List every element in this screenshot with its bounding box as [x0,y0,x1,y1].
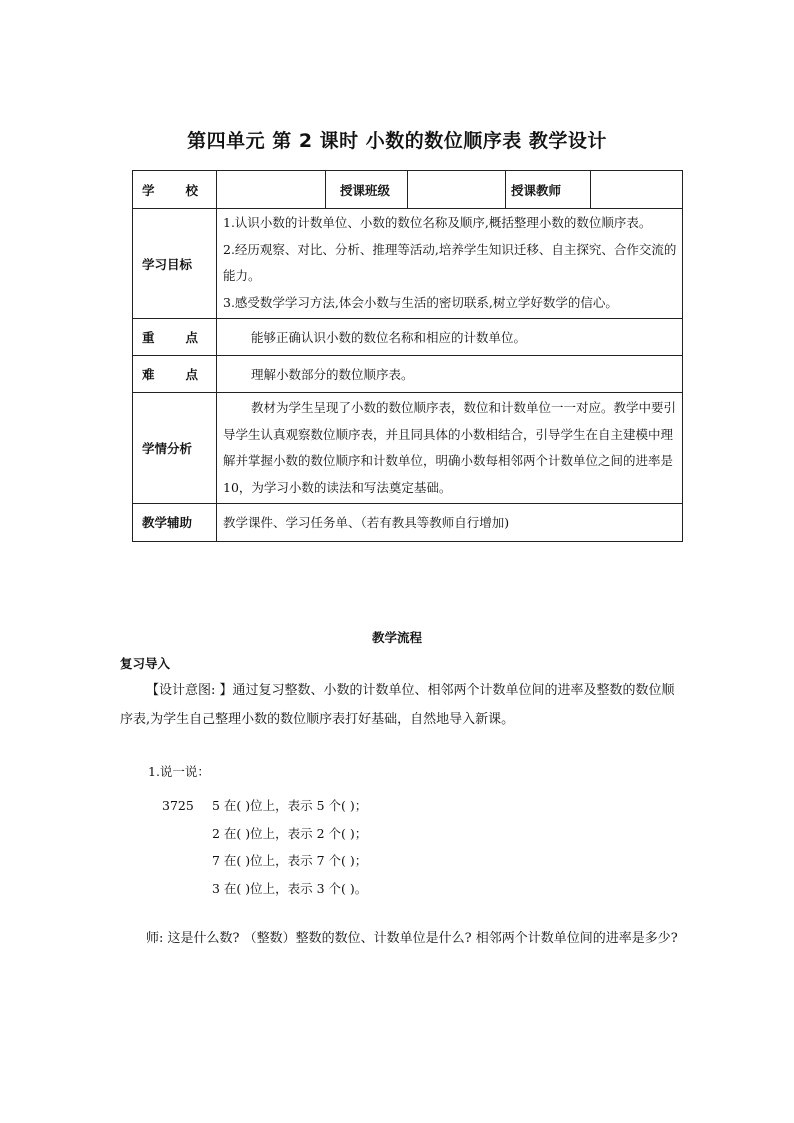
class-value-cell [408,171,506,209]
design-intent-paragraph: 【设计意图: 】通过复习整数、小数的计数单位、相邻两个计数单位间的进率及整数的数位顺序表,为学生自己整理小数的数位顺序表打好基础，自然地导入新课。 [120,683,675,727]
key-label-char1: 重 [142,330,155,345]
exercise-row-text: 5 在( )位上，表示 5 个( )； [212,798,368,813]
aids-label: 教学辅助 [133,504,217,542]
page-title: 第四单元 第 2 课时 小数的数位顺序表 教学设计 [187,130,607,152]
key-content-cell [217,319,683,356]
goal-item-3: 3.感受数学学习方法,体会小数与生活的密切联系,树立学好数学的信心。 [223,294,618,310]
exercise-row-1 [162,792,367,820]
teacher-label: 授课教师 [506,171,591,209]
difficulty-label-char1: 难 [142,367,155,382]
school-label-char1: 学 [142,182,155,198]
key-label-char2: 点 [185,330,198,345]
goals-content [217,209,683,319]
exercise-row-4 [162,875,367,903]
exercise-row-text: 7 在( )位上，表示 7 个( )； [212,853,368,868]
goal-item-1: 1.认识小数的计数单位、小数的数位名称及顺序,概括整理小数的数位顺序表。 [223,215,652,230]
exercise-row-2 [162,820,367,848]
exercise-title: 1.说一说： [148,764,210,779]
school-value-cell [217,171,326,209]
section-review-heading: 复习导入 [120,656,171,671]
exercise-row-text: 3 在( )位上，表示 3 个( )。 [212,880,368,896]
difficulty-label-cell [133,356,217,393]
key-text: 能够正确认识小数的数位名称和相应的计数单位。 [251,330,527,345]
exercise-number: 3725 [162,798,194,813]
aids-row [133,504,683,542]
analysis-label: 学情分析 [133,393,217,504]
goal-item-2: 2.经历观察、对比、分析、推理等活动,培养学生知识迁移、自主探究、合作交流的能力。 [223,241,677,283]
exercise-row-text: 2 在( )位上，表示 2 个( )； [212,825,368,841]
school-label-cell [133,171,217,209]
exercise-row-3 [162,847,367,875]
analysis-text: 教材为学生呈现了小数的数位顺序表，数位和计数单位一一对应。教学中要引导学生认真观察数位顺序表，并且同具体的小数相结合，引导学生在自主建模中理解并掌握小数的数位顺序和计数单位，明确小数每相邻两个计数单位之间的进率是 10，为学习小数的读法和写法奠定基础。 [223,400,677,495]
class-label: 授课班级 [326,171,408,209]
key-points-row [133,319,683,356]
lesson-info-table [132,170,683,542]
difficulty-label-char2: 点 [185,367,198,382]
flow-heading: 教学流程 [371,630,422,645]
aids-text: 教学课件、学习任务单、（若有教具等教师自行增加) [217,504,683,542]
exercise-block [162,792,367,902]
school-label-char2: 校 [185,182,198,198]
key-label-cell [133,319,217,356]
analysis-content [217,393,683,504]
difficulty-text: 理解小数部分的数位顺序表。 [251,367,414,382]
analysis-row [133,393,683,504]
goals-label: 学习目标 [133,209,217,319]
teacher-value-cell [591,171,683,209]
teacher-question-paragraph: 师: 这是什么数? （整数）整数的数位、计数单位是什么? 相邻两个计数单位间的进率是多少? [146,931,678,946]
header-row [133,171,683,209]
goals-row [133,209,683,319]
difficulty-row [133,356,683,393]
difficulty-content-cell [217,356,683,393]
